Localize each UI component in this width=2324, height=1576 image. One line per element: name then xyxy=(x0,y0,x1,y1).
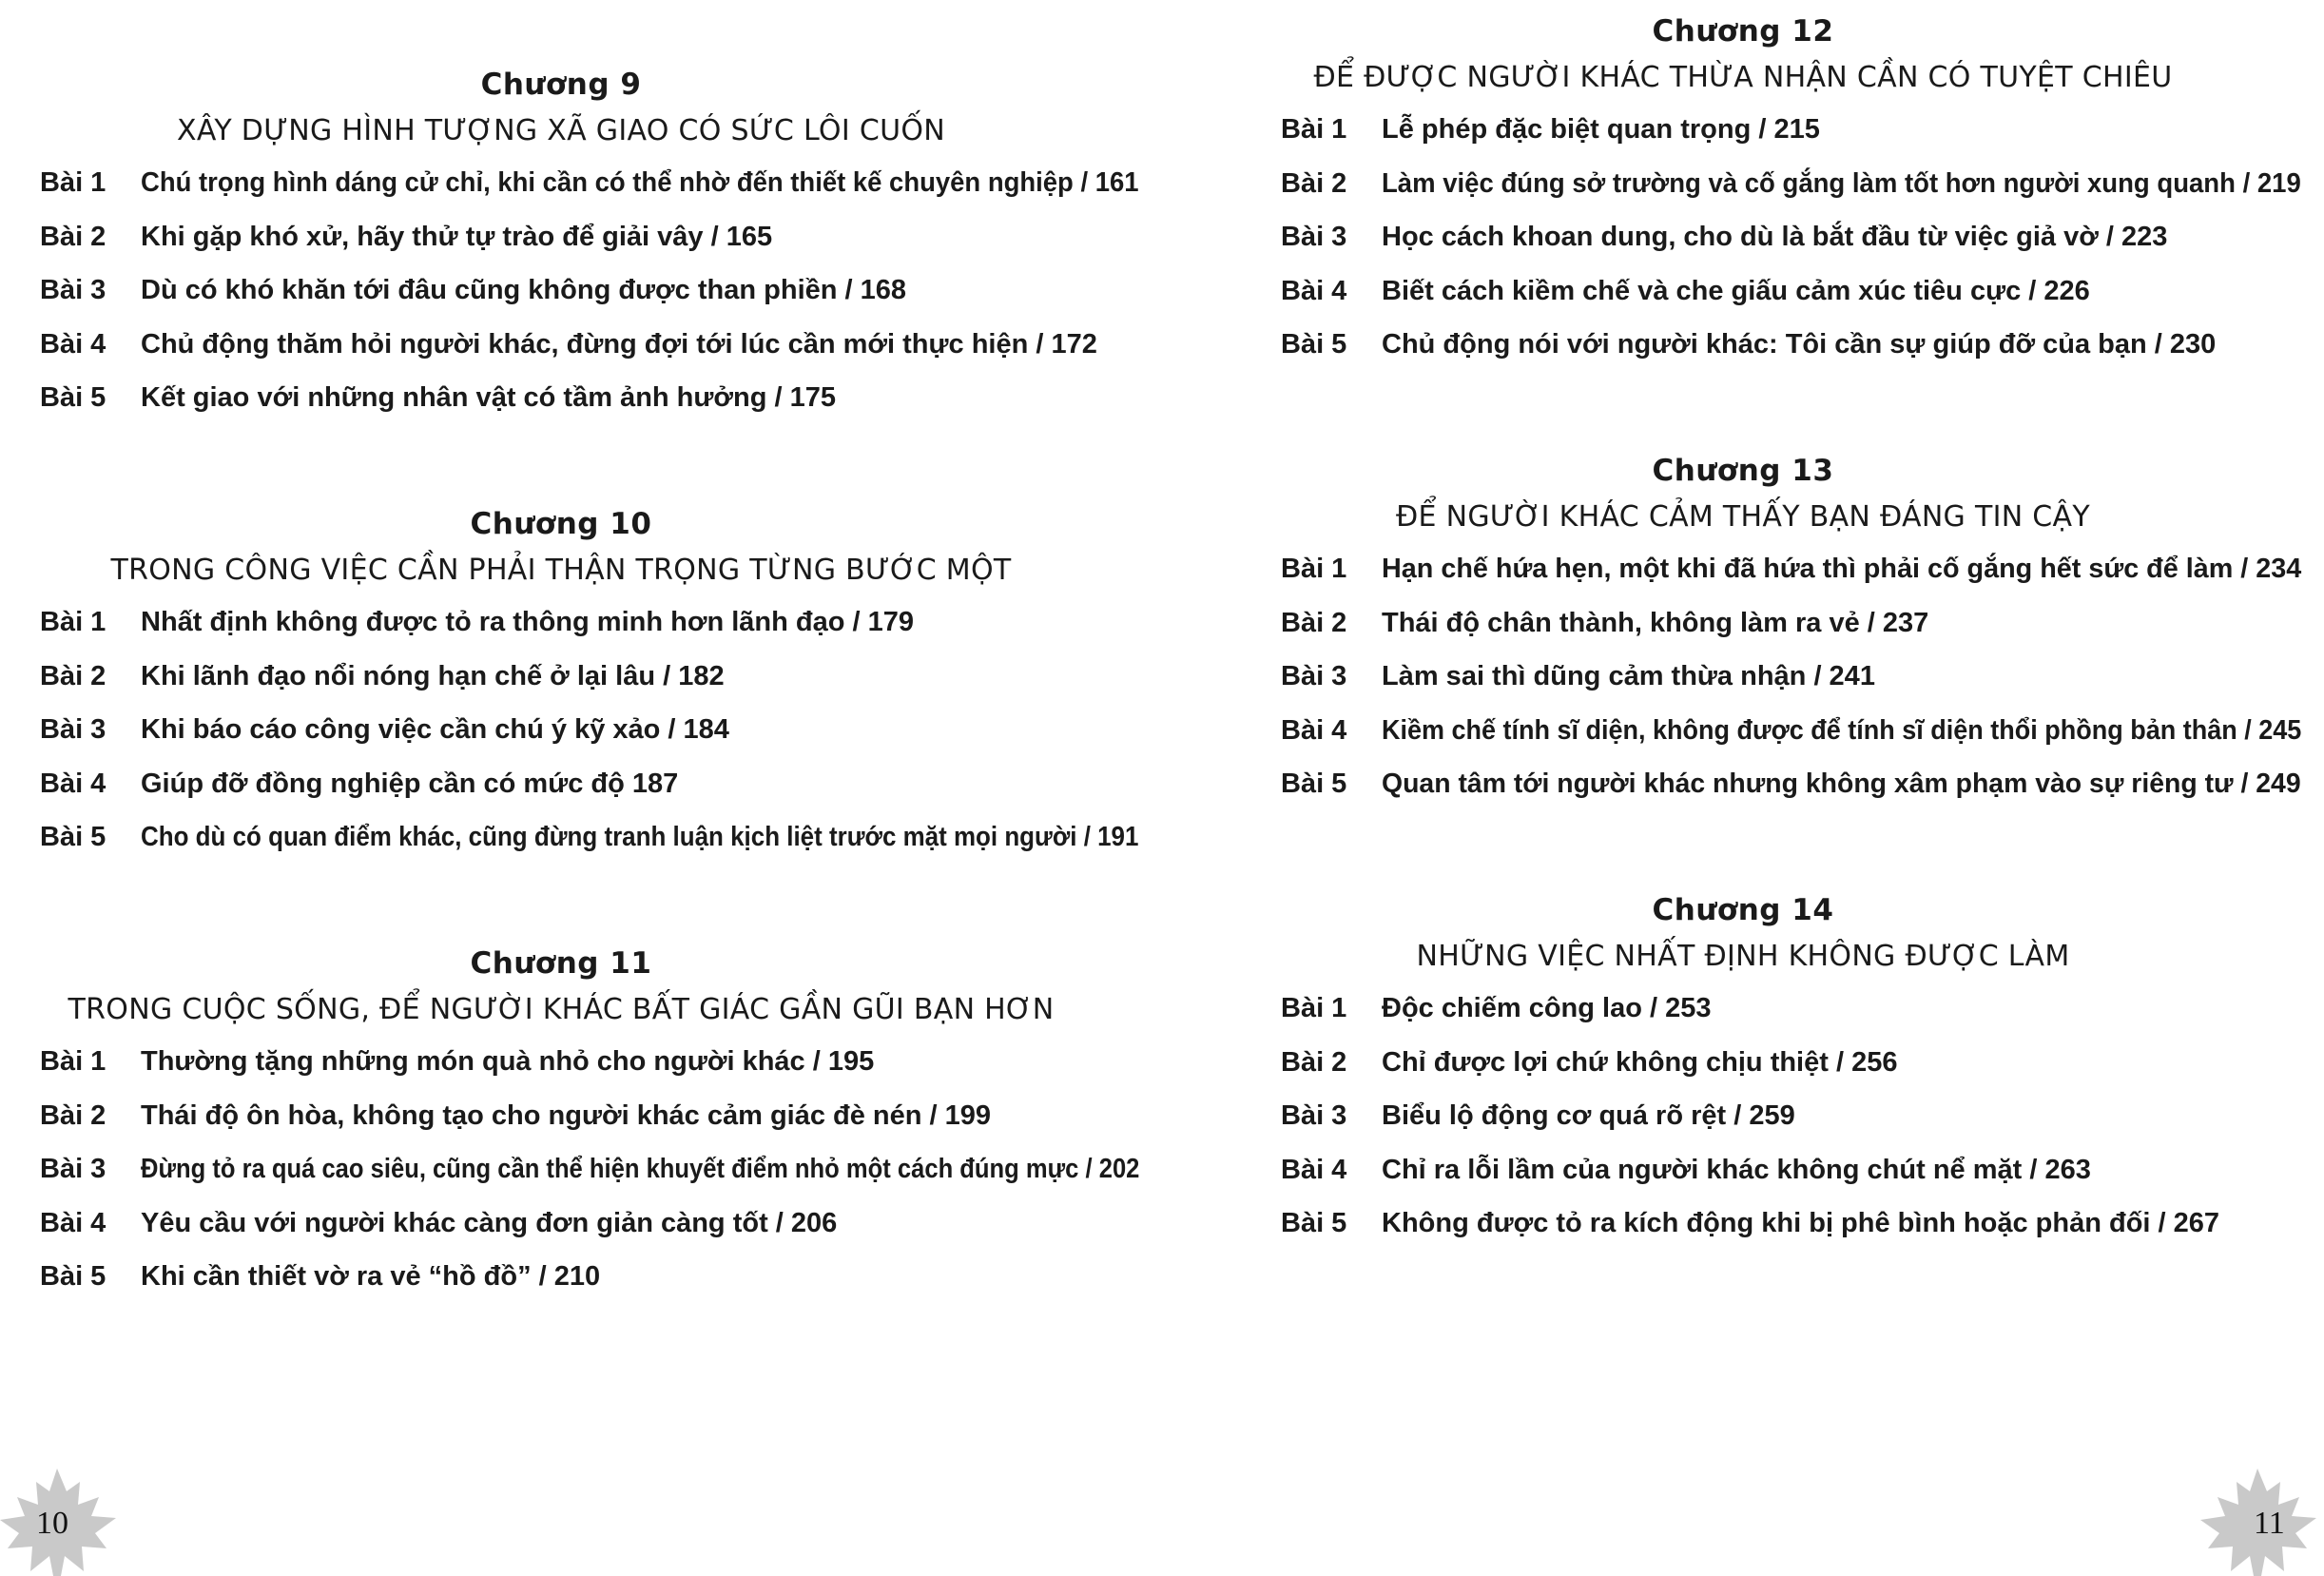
lesson-text: Khi báo cáo công việc cần chú ý kỹ xảo / 184 xyxy=(141,714,729,745)
lesson-label: Bài 3 xyxy=(1281,661,1347,691)
lesson-text: Dù có khó khăn tới đâu cũng không được than phiền / 168 xyxy=(141,275,907,305)
lesson-item xyxy=(1281,1143,2324,1197)
lesson-label: Bài 5 xyxy=(40,1261,107,1292)
lesson-label: Bài 2 xyxy=(40,660,107,691)
lesson-item xyxy=(1281,650,2324,704)
lesson-label: Bài 1 xyxy=(1281,114,1347,145)
lesson-text: Chủ động nói với người khác: Tôi cần sự giúp đỡ của bạn / 230 xyxy=(1382,329,2217,360)
lesson-item xyxy=(1281,318,2324,372)
chapter-title: TRONG CUỘC SỐNG, ĐỂ NGƯỜI KHÁC BẤT GIÁC GẦN GŨI BẠN HƠN xyxy=(68,993,1055,1026)
lesson-label: Bài 1 xyxy=(1281,993,1347,1023)
lesson-text: Chỉ được lợi chứ không chịu thiệt / 256 xyxy=(1382,1046,1898,1078)
lesson-label: Bài 3 xyxy=(40,1154,107,1184)
lesson-item xyxy=(40,1089,1162,1143)
chapter-number: Chương 13 xyxy=(1652,454,1834,488)
lesson-item xyxy=(1281,103,2324,157)
chapter-11 xyxy=(0,942,1162,1304)
lesson-label: Bài 5 xyxy=(1281,1208,1347,1238)
lesson-text: Thường tặng những món quà nhỏ cho người khác / 195 xyxy=(141,1046,875,1077)
chapter-title: ĐỂ NGƯỜI KHÁC CẢM THẤY BẠN ĐÁNG TIN CẬY xyxy=(1395,500,2090,534)
lesson-label: Bài 1 xyxy=(40,167,107,198)
lesson-item xyxy=(1281,1036,2324,1090)
lesson-text: Chú trọng hình dáng cử chỉ, khi cần có thể nhờ đến thiết kế chuyên nghiệp / 161 xyxy=(141,167,1139,198)
lesson-text: Chỉ ra lỗi lầm của người khác không chút nể mặt / 263 xyxy=(1382,1154,2091,1185)
lesson-item xyxy=(40,810,1162,865)
lesson-text: Thái độ chân thành, không làm ra vẻ / 237 xyxy=(1382,607,1929,638)
lesson-label: Bài 5 xyxy=(1281,769,1347,799)
lesson-label: Bài 5 xyxy=(40,822,107,852)
lesson-text: Nhất định không được tỏ ra thông minh hơn lãnh đạo / 179 xyxy=(141,607,915,637)
right-page xyxy=(1162,0,2324,1576)
chapter-14 xyxy=(1162,888,2324,1251)
lesson-text: Giúp đỡ đồng nghiệp cần có mức độ 187 xyxy=(141,768,679,799)
lesson-item xyxy=(40,1035,1162,1089)
lesson-text: Làm sai thì dũng cảm thừa nhận / 241 xyxy=(1382,661,1875,691)
chapter-number: Chương 10 xyxy=(470,507,652,541)
lesson-label: Bài 3 xyxy=(1281,1100,1347,1131)
chapter-9 xyxy=(0,63,1162,425)
lesson-label: Bài 2 xyxy=(40,221,107,252)
lesson-text: Kiềm chế tính sĩ diện, không được để tính sĩ diện thổi phồng bản thân / 245 xyxy=(1382,714,2302,746)
lesson-text: Lễ phép đặc biệt quan trọng / 215 xyxy=(1382,114,1820,145)
lesson-item xyxy=(40,371,1162,425)
lesson-label: Bài 3 xyxy=(40,275,107,305)
lesson-text: Hạn chế hứa hẹn, một khi đã hứa thì phải cố gắng hết sức để làm / 234 xyxy=(1382,554,2302,584)
lesson-label: Bài 4 xyxy=(40,328,107,360)
lesson-item xyxy=(40,757,1162,811)
lesson-text: Không được tỏ ra kích động khi bị phê bình hoặc phản đối / 267 xyxy=(1382,1208,2220,1238)
lesson-item xyxy=(40,210,1162,264)
lesson-item xyxy=(40,650,1162,704)
lesson-text: Khi cần thiết vờ ra vẻ “hồ đồ” / 210 xyxy=(141,1261,601,1292)
lesson-item xyxy=(1281,704,2324,758)
chapter-13 xyxy=(1162,449,2324,811)
lesson-label: Bài 1 xyxy=(40,1046,107,1077)
chapter-title: ĐỂ ĐƯỢC NGƯỜI KHÁC THỪA NHẬN CẦN CÓ TUYỆT CHIÊU xyxy=(1313,61,2173,94)
lesson-text: Quan tâm tới người khác nhưng không xâm phạm vào sự riêng tư / 249 xyxy=(1382,769,2301,799)
lesson-text: Học cách khoan dung, cho dù là bắt đầu từ việc giả vờ / 223 xyxy=(1382,222,2168,252)
lesson-item xyxy=(1281,1089,2324,1143)
lesson-label: Bài 2 xyxy=(1281,1046,1347,1078)
lesson-item xyxy=(1281,596,2324,651)
lesson-item xyxy=(1281,1197,2324,1251)
lesson-text: Khi gặp khó xử, hãy thử tự trào để giải vây / 165 xyxy=(141,221,773,252)
chapter-number: Chương 12 xyxy=(1652,14,1834,49)
lesson-text: Độc chiếm công lao / 253 xyxy=(1382,993,1712,1023)
chapter-number: Chương 11 xyxy=(470,946,652,981)
lesson-item xyxy=(40,703,1162,757)
lesson-item xyxy=(40,1250,1162,1304)
chapter-number: Chương 9 xyxy=(480,68,642,102)
lesson-item xyxy=(40,1142,1162,1197)
lesson-label: Bài 4 xyxy=(1281,275,1347,306)
lesson-item xyxy=(1281,757,2324,811)
lesson-label: Bài 5 xyxy=(40,382,107,413)
lesson-item xyxy=(40,318,1162,372)
lesson-item xyxy=(40,263,1162,318)
page-number: 10 xyxy=(36,1506,68,1541)
lesson-text: Đừng tỏ ra quá cao siêu, cũng cần thể hiện khuyết điểm nhỏ một cách đúng mực / 202 xyxy=(141,1154,1140,1184)
lesson-item xyxy=(1281,982,2324,1036)
lesson-item xyxy=(1281,210,2324,264)
lesson-label: Bài 3 xyxy=(1281,222,1347,252)
lesson-label: Bài 4 xyxy=(40,1207,107,1238)
chapter-title: TRONG CÔNG VIỆC CẦN PHẢI THẬN TRỌNG TỪNG BƯỚC MỘT xyxy=(110,554,1012,587)
chapter-number: Chương 14 xyxy=(1652,893,1834,927)
lesson-item xyxy=(1281,542,2324,596)
lesson-label: Bài 4 xyxy=(1281,714,1347,746)
lesson-item xyxy=(1281,264,2324,319)
lesson-item xyxy=(40,156,1162,210)
lesson-label: Bài 2 xyxy=(1281,167,1347,199)
lesson-label: Bài 5 xyxy=(1281,329,1347,360)
lesson-item xyxy=(40,595,1162,650)
page-number: 11 xyxy=(2254,1506,2285,1541)
chapter-title: XÂY DỰNG HÌNH TƯỢNG XÃ GIAO CÓ SỨC LÔI CUỐN xyxy=(176,114,945,147)
lesson-text: Chủ động thăm hỏi người khác, đừng đợi tới lúc cần mới thực hiện / 172 xyxy=(141,328,1097,360)
chapter-title: NHỮNG VIỆC NHẤT ĐỊNH KHÔNG ĐƯỢC LÀM xyxy=(1416,940,2070,973)
chapter-10 xyxy=(0,502,1162,865)
lesson-text: Khi lãnh đạo nổi nóng hạn chế ở lại lâu / 182 xyxy=(141,660,725,691)
lesson-text: Biết cách kiềm chế và che giấu cảm xúc tiêu cực / 226 xyxy=(1382,275,2090,306)
lesson-label: Bài 2 xyxy=(1281,607,1347,638)
lesson-text: Biểu lộ động cơ quá rõ rệt / 259 xyxy=(1382,1100,1795,1131)
lesson-text: Thái độ ôn hòa, không tạo cho người khác cảm giác đè nén / 199 xyxy=(141,1099,992,1131)
lesson-label: Bài 4 xyxy=(40,768,107,799)
lesson-label: Bài 3 xyxy=(40,714,107,745)
lesson-label: Bài 2 xyxy=(40,1099,107,1131)
lesson-item xyxy=(40,1197,1162,1251)
chapter-12 xyxy=(1162,10,2324,372)
lesson-label: Bài 1 xyxy=(40,607,107,637)
lesson-label: Bài 4 xyxy=(1281,1154,1347,1185)
lesson-item xyxy=(1281,157,2324,211)
lesson-text: Cho dù có quan điểm khác, cũng đừng tranh luận kịch liệt trước mặt mọi người / 191 xyxy=(141,822,1139,852)
lesson-text: Kết giao với những nhân vật có tầm ảnh hưởng / 175 xyxy=(141,382,836,413)
lesson-label: Bài 1 xyxy=(1281,554,1347,584)
lesson-text: Yêu cầu với người khác càng đơn giản càng tốt / 206 xyxy=(141,1207,838,1238)
lesson-text: Làm việc đúng sở trường và cố gắng làm tốt hơn người xung quanh / 219 xyxy=(1382,167,2301,199)
